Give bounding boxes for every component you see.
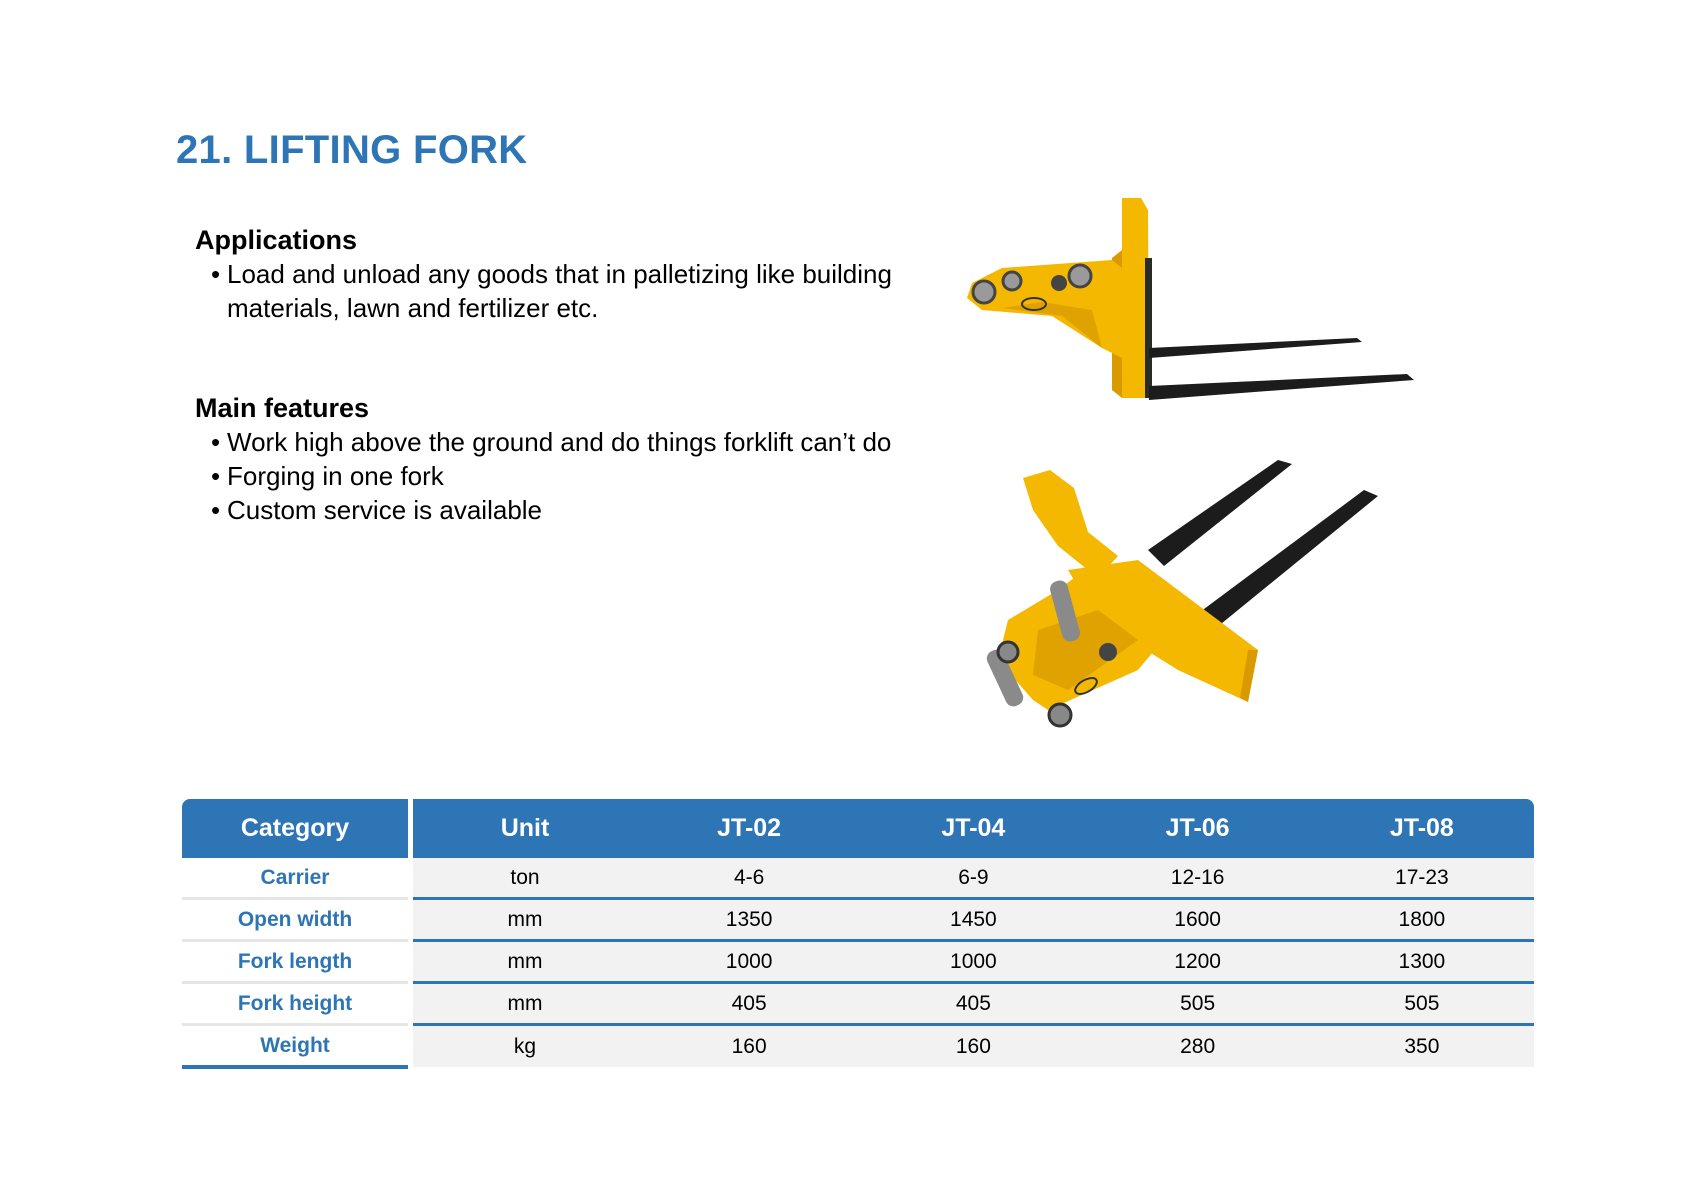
row-unit: mm: [411, 983, 638, 1025]
row-unit: kg: [411, 1025, 638, 1068]
specification-table: [182, 799, 1534, 1069]
features-item: • Custom service is available: [211, 493, 955, 527]
features-item: • Work high above the ground and do things forklift can’t do: [211, 425, 955, 459]
row-category: Carrier: [182, 858, 411, 899]
table-cell: 160: [861, 1025, 1085, 1068]
table-cell: 4-6: [637, 858, 861, 899]
table-cell: 350: [1310, 1025, 1534, 1068]
row-unit: ton: [411, 858, 638, 899]
row-category: Fork length: [182, 941, 411, 983]
table-cell: 12-16: [1086, 858, 1310, 899]
row-category: Weight: [182, 1025, 411, 1068]
row-category: Fork height: [182, 983, 411, 1025]
table-cell: 6-9: [861, 858, 1085, 899]
table-row: [182, 899, 1534, 941]
table-row: [182, 858, 1534, 899]
table-cell: 280: [1086, 1025, 1310, 1068]
row-unit: mm: [411, 941, 638, 983]
table-cell: 405: [637, 983, 861, 1025]
table-cell: 405: [861, 983, 1085, 1025]
features-item: • Forging in one fork: [211, 459, 955, 493]
header-unit: Unit: [411, 799, 638, 858]
table-cell: 505: [1086, 983, 1310, 1025]
features-section: [195, 392, 955, 527]
table-cell: 1800: [1310, 899, 1534, 941]
applications-item: • Load and unload any goods that in palletizing like building materials, lawn and fertilizer etc.: [211, 257, 895, 325]
applications-section: [195, 224, 895, 325]
applications-list: [195, 257, 895, 325]
table-row: [182, 1025, 1534, 1068]
table-cell: 1450: [861, 899, 1085, 941]
table-cell: 1350: [637, 899, 861, 941]
header-model: JT-02: [637, 799, 861, 858]
product-image-angled-view: [978, 460, 1388, 760]
header-model: JT-06: [1086, 799, 1310, 858]
table-cell: 1200: [1086, 941, 1310, 983]
row-category: Open width: [182, 899, 411, 941]
header-model: JT-04: [861, 799, 1085, 858]
table-cell: 1300: [1310, 941, 1534, 983]
table-cell: 160: [637, 1025, 861, 1068]
header-category: Category: [182, 799, 411, 858]
table-cell: 1600: [1086, 899, 1310, 941]
product-image-side-view: [962, 198, 1422, 418]
features-heading: Main features: [195, 393, 370, 423]
page-title: 21. LIFTING FORK: [176, 128, 528, 172]
table-row: [182, 983, 1534, 1025]
table-cell: 17-23: [1310, 858, 1534, 899]
features-list: [195, 425, 955, 527]
table-cell: 1000: [861, 941, 1085, 983]
table-cell: 1000: [637, 941, 861, 983]
row-unit: mm: [411, 899, 638, 941]
table-header-row: [182, 799, 1534, 858]
table-cell: 505: [1310, 983, 1534, 1025]
header-model: JT-08: [1310, 799, 1534, 858]
table-row: [182, 941, 1534, 983]
applications-heading: Applications: [195, 225, 358, 255]
